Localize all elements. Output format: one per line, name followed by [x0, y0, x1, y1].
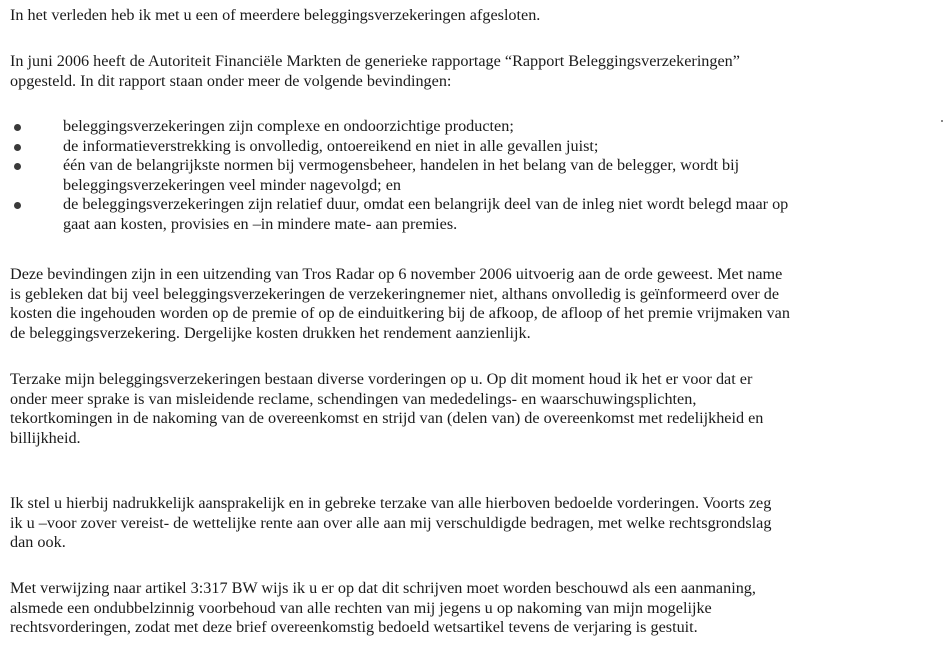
afm-line-2: opgesteld. In dit rapport staan onder meer de volgende bevindingen:: [10, 71, 452, 90]
bullet-icon: [14, 124, 21, 131]
afm-paragraph: [10, 52, 940, 91]
radar-line-1: Deze bevindingen zijn in een uitzending van Tros Radar op 6 november 2006 uitvoerig aan de orde geweest. Met name: [10, 265, 783, 283]
bullet-icon: [14, 163, 21, 170]
intro-paragraph: [10, 6, 940, 26]
liability-line-1: Ik stel u hierbij nadrukkelijk aansprakelijk en in gebreke terzake van alle hierboven bedoelde vorderingen. Voorts zeg: [10, 494, 772, 512]
scan-speck: [941, 120, 943, 122]
findings-list: [10, 117, 940, 235]
notice-line-2: alsmede een ondubbelzinnig voorbehoud van alle rechten van mij jegens u op nakoming van mijn mogelijke: [10, 598, 712, 617]
intro-line: In het verleden heb ik met u een of meerdere beleggingsverzekeringen afgesloten.: [10, 6, 541, 24]
finding-3-line-1: één van de belangrijkste normen bij vermogensbeheer, handelen in het belang van de belegger, wordt bij: [63, 156, 740, 175]
bullet-icon: [14, 202, 21, 209]
notice-line-3: rechtsvorderingen, zodat met deze brief overeenkomstig bedoeld wetsartikel tevens de verjaring is gestuit.: [10, 618, 698, 637]
finding-item: [10, 156, 940, 195]
radar-line-4: de beleggingsverzekering. Dergelijke kosten drukken het rendement aanzienlijk.: [10, 323, 531, 342]
liability-line-3: dan ook.: [10, 533, 66, 552]
finding-item: [10, 117, 940, 137]
finding-3-line-2: beleggingsverzekeringen veel minder nagevolgd; en: [63, 175, 402, 194]
radar-line-2: is gebleken dat bij veel beleggingsverzekeringen de verzekeringnemer niet, althans onvolledig is geïnformeerd over de: [10, 284, 780, 303]
radar-paragraph: [10, 265, 940, 343]
claims-paragraph: [10, 370, 940, 448]
liability-paragraph: [10, 494, 940, 553]
radar-line-3: kosten die ingehouden worden op de premie of op de einduitkering bij de afkoop, de afloop of het premie vrijmaken van: [10, 304, 790, 323]
liability-line-2: ik u –voor zover vereist- de wettelijke rente aan over alle aan mij verschuldigde bedragen, met welke rechtsgrondslag: [10, 513, 772, 532]
finding-2-line-1: de informatieverstrekking is onvolledig, ontoereikend en niet in alle gevallen juist;: [63, 136, 599, 155]
notice-line-1: Met verwijzing naar artikel 3:317 BW wijs ik u er op dat dit schrijven moet worden beschouwd als een aanmaning,: [10, 579, 756, 597]
claims-line-3: tekortkomingen in de nakoming van de overeenkomst en strijd van (delen van) de overeenkomst met redelijkheid en: [10, 409, 764, 428]
finding-item: [10, 137, 940, 157]
afm-line-1: In juni 2006 heeft de Autoriteit Financiële Markten de generieke rapportage “Rapport Beleggingsverzekeringen”: [10, 52, 740, 70]
claims-line-2: onder meer sprake is van misleidende reclame, schendingen van mededelings- en waarschuwingsplichten,: [10, 389, 697, 408]
bullet-icon: [14, 144, 21, 151]
finding-4-line-1: de beleggingsverzekeringen zijn relatief duur, omdat een belangrijk deel van de inleg niet wordt belegd maar op: [63, 195, 789, 214]
finding-item: [10, 195, 940, 234]
claims-line-4: billijkheid.: [10, 428, 81, 447]
claims-line-1: Terzake mijn beleggingsverzekeringen bestaan diverse vorderingen op u. Op dit moment houd ik het er voor dat er: [10, 370, 753, 388]
finding-1-line-1: beleggingsverzekeringen zijn complexe en ondoorzichtige producten;: [63, 117, 514, 135]
finding-4-line-2: gaat aan kosten, provisies en –in mindere mate- aan premies.: [63, 214, 458, 233]
notice-paragraph: [10, 579, 940, 638]
